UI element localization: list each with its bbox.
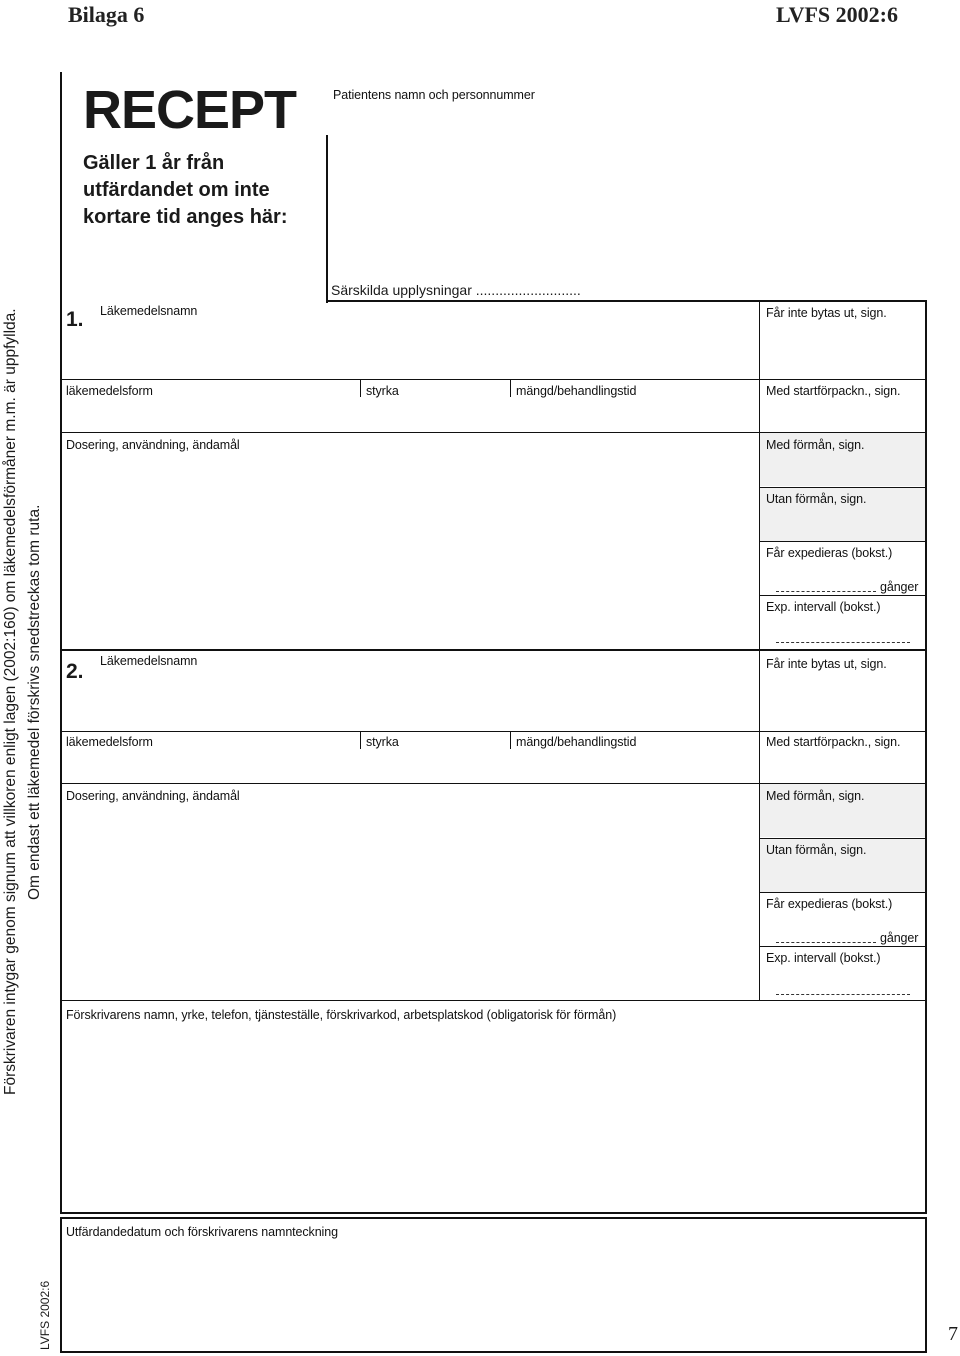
drug-name-label: Läkemedelsnamn (100, 304, 198, 318)
dispense-times-label: Får expedieras (bokst.) (766, 897, 893, 911)
dispense-times-label: Får expedieras (bokst.) (766, 546, 893, 560)
row-divider (760, 892, 925, 893)
prescriber-divider (62, 1000, 927, 1001)
interval-field[interactable] (776, 994, 910, 995)
validity-note (83, 150, 288, 231)
row-divider (62, 731, 760, 732)
signature-right-border (925, 1217, 927, 1353)
dosage-field[interactable] (66, 806, 751, 996)
row-divider (760, 595, 925, 596)
amount-label: mängd/behandlingstid (516, 735, 637, 749)
annex-label: Bilaga 6 (68, 2, 145, 27)
drug-form-label: läkemedelsform (66, 735, 153, 749)
special-info-label: Särskilda upplysningar ........................... (331, 282, 581, 298)
validity-line: utfärdandet om inte (83, 179, 270, 201)
section-number: 1. (66, 308, 84, 331)
patient-name-field[interactable] (333, 110, 923, 280)
row-divider (760, 838, 925, 839)
signature-label: Utfärdandedatum och förskrivarens namnteckning (66, 1225, 338, 1239)
signature-bottom-border (60, 1351, 927, 1353)
side-single-drug-note: Om endast ett läkemedel förskrivs snedstreckas tom ruta. (26, 504, 43, 900)
dispense-times-field[interactable] (776, 591, 876, 592)
title-divider (326, 135, 328, 303)
frame-right-border (925, 300, 927, 1214)
amount-label: mängd/behandlingstid (516, 384, 637, 398)
starter-pack-label: Med startförpackn., sign. (766, 735, 901, 749)
dosage-label: Dosering, användning, ändamål (66, 438, 240, 452)
validity-line: kortare tid anges här: (83, 206, 288, 228)
cell-divider (360, 379, 361, 397)
cell-divider (510, 731, 511, 749)
without-benefit-label: Utan förmån, sign. (766, 843, 867, 857)
row-divider (760, 379, 925, 380)
row-divider (760, 731, 925, 732)
strength-label: styrka (366, 384, 399, 398)
interval-label: Exp. intervall (bokst.) (766, 951, 881, 965)
row-divider (62, 379, 760, 380)
with-benefit-label: Med förmån, sign. (766, 438, 865, 452)
drug-name-field[interactable] (100, 672, 750, 726)
starter-pack-label: Med startförpackn., sign. (766, 384, 901, 398)
prescriber-label: Förskrivarens namn, yrke, telefon, tjänsteställe, förskrivarkod, arbetsplatskod (obligatorisk för förmån) (66, 1008, 617, 1022)
top-border (328, 300, 927, 302)
validity-line: Gäller 1 år från (83, 152, 225, 174)
section-divider (62, 649, 927, 651)
signature-left-border (60, 1217, 62, 1353)
frame-bottom-border (60, 1212, 927, 1214)
cell-divider (510, 379, 511, 397)
no-substitution-label: Får inte bytas ut, sign. (766, 657, 887, 671)
drug-form-label: läkemedelsform (66, 384, 153, 398)
row-divider (62, 432, 760, 433)
times-suffix: gånger (880, 580, 919, 594)
interval-field[interactable] (776, 642, 910, 643)
drug-name-field[interactable] (100, 320, 750, 374)
section-number: 2. (66, 660, 84, 683)
without-benefit-label: Utan förmån, sign. (766, 492, 867, 506)
side-certification-text: Förskrivaren intygar genom signum att villkoren enligt lagen (2002:160) om läkemedelsförmåner m.m. är uppfyllda. (2, 308, 19, 1095)
dosage-field[interactable] (66, 455, 751, 645)
page-number: 7 (948, 1323, 958, 1345)
frame-left-border (60, 72, 62, 1214)
prescriber-field[interactable] (66, 1025, 921, 1205)
patient-name-label: Patientens namn och personnummer (333, 88, 535, 102)
row-divider (760, 541, 925, 542)
no-substitution-label: Får inte bytas ut, sign. (766, 306, 887, 320)
regulation-code: LVFS 2002:6 (775, 2, 898, 27)
footer-regulation-code: LVFS 2002:6 (38, 1280, 52, 1350)
signature-field[interactable] (66, 1245, 921, 1345)
dosage-label: Dosering, användning, ändamål (66, 789, 240, 803)
row-divider (760, 783, 925, 784)
with-benefit-label: Med förmån, sign. (766, 789, 865, 803)
interval-label: Exp. intervall (bokst.) (766, 600, 881, 614)
row-divider (760, 946, 925, 947)
form-title: RECEPT (83, 80, 297, 140)
drug-name-label: Läkemedelsnamn (100, 654, 198, 668)
row-divider (62, 783, 760, 784)
row-divider (760, 432, 925, 433)
row-divider (760, 487, 925, 488)
signature-top-border (60, 1217, 927, 1219)
dispense-times-field[interactable] (776, 942, 876, 943)
cell-divider (360, 731, 361, 749)
times-suffix: gånger (880, 931, 919, 945)
strength-label: styrka (366, 735, 399, 749)
